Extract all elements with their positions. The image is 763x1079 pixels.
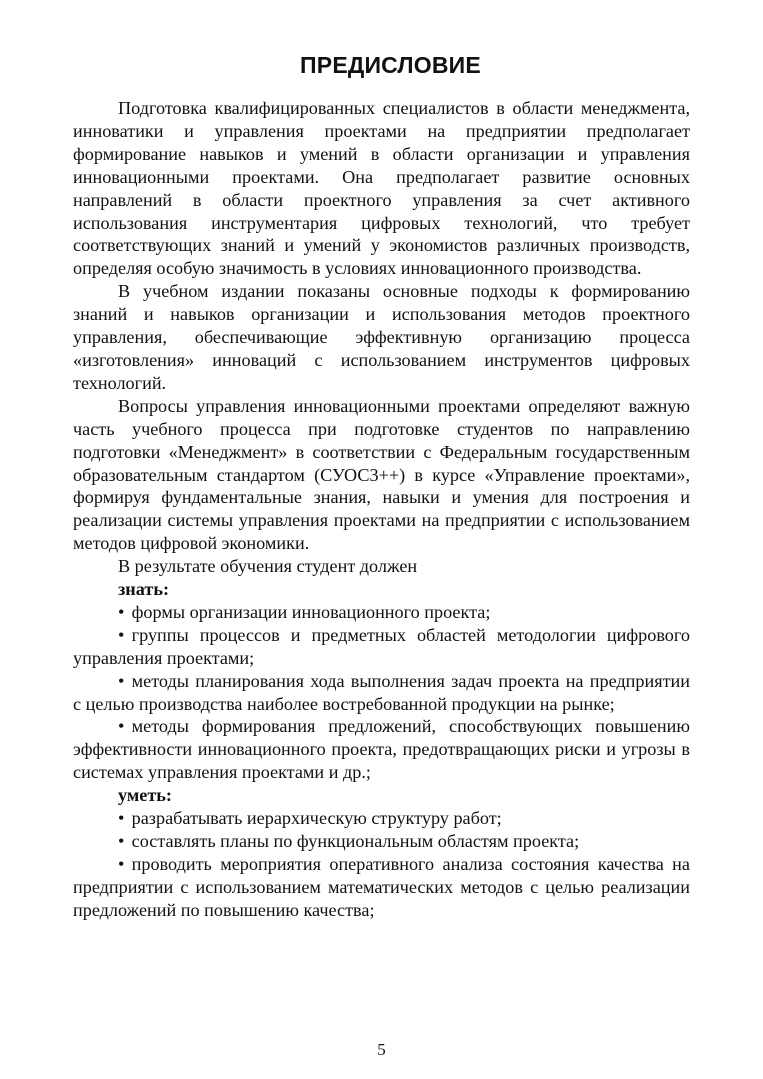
list-item <box>73 670 690 716</box>
paragraph: В учебном издании показаны основные подходы к формированию знаний и навыков организации и использования методов проектного управления, обеспечивающие эффективную организацию процесса «изготовления» инноваций с использованием инструментов цифровых технологий. <box>73 281 690 393</box>
list-item-text: группы процессов и предметных областей методологии цифрового управления проектами; <box>73 624 690 668</box>
bullet-icon: • <box>118 808 125 829</box>
paragraph: В результате обучения студент должен <box>118 556 418 577</box>
list-item-text: формы организации инновационного проекта; <box>131 601 491 622</box>
bullet-icon: • <box>118 670 125 691</box>
list-item-text: методы формирования предложений, способствующих повышению эффективности инновационного проекта, предотвращающих риски и угрозы в системах управления проектами и др.; <box>73 716 690 783</box>
list-item-text: составлять планы по функциональным областям проекта; <box>131 831 580 851</box>
list-item <box>73 853 690 922</box>
page-title: ПРЕДИСЛОВИЕ <box>300 52 481 78</box>
document-page <box>73 52 690 922</box>
list-item <box>73 715 690 784</box>
can-label: уметь: <box>118 785 172 806</box>
paragraph: Вопросы управления инновационными проектами определяют важную часть учебного процесса при подготовке студентов по направлению подготовки «Менеджмент» в соответствии с Федеральным государственным образовательным стандартом (СУОС3++) в курсе «Управление проектами», формируя фундаментальные знания, навыки и умения для построения и реализации системы управления проектами на предприятии с использованием методов цифровой экономики. <box>73 395 690 554</box>
bullet-icon: • <box>118 601 125 622</box>
list-item-text: разрабатывать иерархическую структуру работ; <box>131 808 502 829</box>
bullet-icon: • <box>118 831 125 851</box>
list-item-text: методы планирования хода выполнения задач проекта на предприятии с целью производства наиболее востребованной продукции на рынке; <box>73 670 690 714</box>
list-item <box>73 601 690 624</box>
list-item <box>73 830 690 853</box>
list-item <box>73 807 690 830</box>
bullet-icon: • <box>118 716 125 737</box>
bullet-icon: • <box>118 853 125 874</box>
page-number: 5 <box>377 1040 386 1059</box>
list-item <box>73 624 690 670</box>
paragraph: Подготовка квалифицированных специалистов в области менеджмента, инноватики и управления проектами на предприятии предполагает формирование навыков и умений в области организации и управления инновационными проектами. Она предполагает развитие основных направлений в области проектного управления за счет активного использования инструментария цифровых технологий, что требует соответствующих знаний и умений у экономистов различных производств, определяя особую значимость в условиях инновационного производства. <box>73 98 690 279</box>
know-label: знать: <box>118 579 170 600</box>
bullet-icon: • <box>118 624 125 645</box>
body-text <box>73 97 690 922</box>
list-item-text: проводить мероприятия оперативного анализа состояния качества на предприятии с использованием математических методов с целью реализации предложений по повышению качества; <box>73 853 690 920</box>
